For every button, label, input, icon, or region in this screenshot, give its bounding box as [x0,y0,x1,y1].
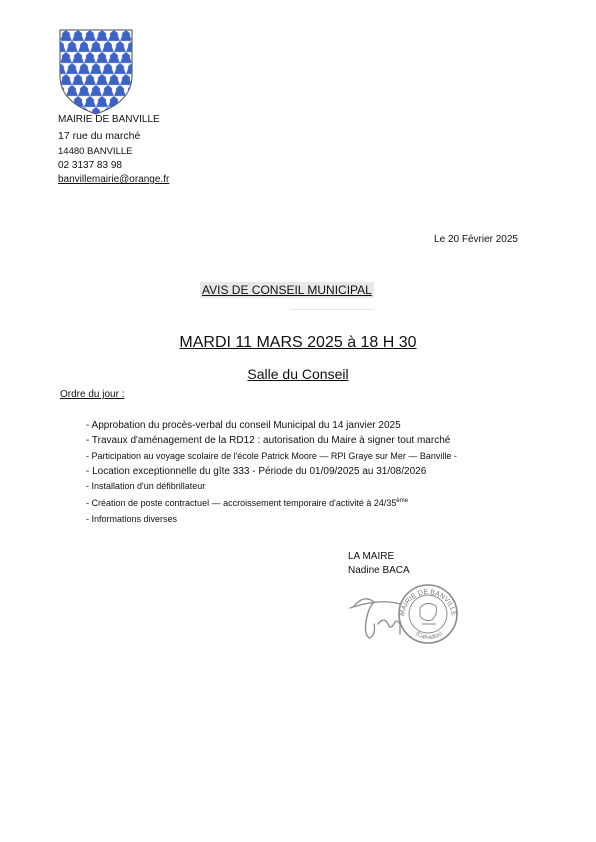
address-street: 17 rue du marché [58,130,141,142]
agenda-item: - Installation d'un défibrillateur [86,481,206,492]
agenda-item: - Approbation du procès-verbal du conseil Municipal du 14 janvier 2025 [86,420,401,431]
agenda-item: - Participation au voyage scolaire de l'école Patrick Moore — RPI Graye sur Mer — Banville - [86,450,457,461]
divider [290,309,374,310]
crest-bell-shape [132,96,134,107]
agenda-item: - Location exceptionnelle du gîte 333 - Période du 01/09/2025 au 31/08/2026 [86,465,427,477]
agenda-item: - Travaux d'aménagement de la RD12 : autorisation du Maire à signer tout marché [86,435,451,447]
notice-title: AVIS DE CONSEIL MUNICIPAL [202,283,372,297]
stamp-text-top: MAIRIE DE BANVILLE [398,588,457,617]
agenda-heading: Ordre du jour : [60,389,125,400]
meeting-place: Salle du Conseil [247,366,349,382]
signatory-name: Nadine BACA [348,565,410,576]
handwritten-signature [350,599,400,638]
document-date: Le 20 Février 2025 [434,234,518,245]
crest-bell-shape [58,96,60,107]
agenda-list [86,418,457,527]
superscript-eme: ème [396,498,409,505]
banville-coat-of-arms-logo [58,28,134,116]
meeting-datetime: MARDI 11 MARS 2025 à 18 H 30 [179,334,417,351]
phone-number: 02 3137 83 98 [58,160,122,171]
agenda-item: - Création de poste contractuel — accroissement temporaire d'activité à 24/35ème [86,498,409,509]
stamp-text-bottom: (Calvados) [414,630,444,641]
mairie-name: MAIRIE DE BANVILLE [58,114,160,125]
signature-and-stamp [340,578,480,648]
address-postcode-city: 14480 BANVILLE [58,146,133,157]
signatory-title: LA MAIRE [348,551,395,562]
email-link[interactable]: banvillemairie@orange.fr [58,174,170,185]
agenda-item: - Informations diverses [86,513,178,524]
